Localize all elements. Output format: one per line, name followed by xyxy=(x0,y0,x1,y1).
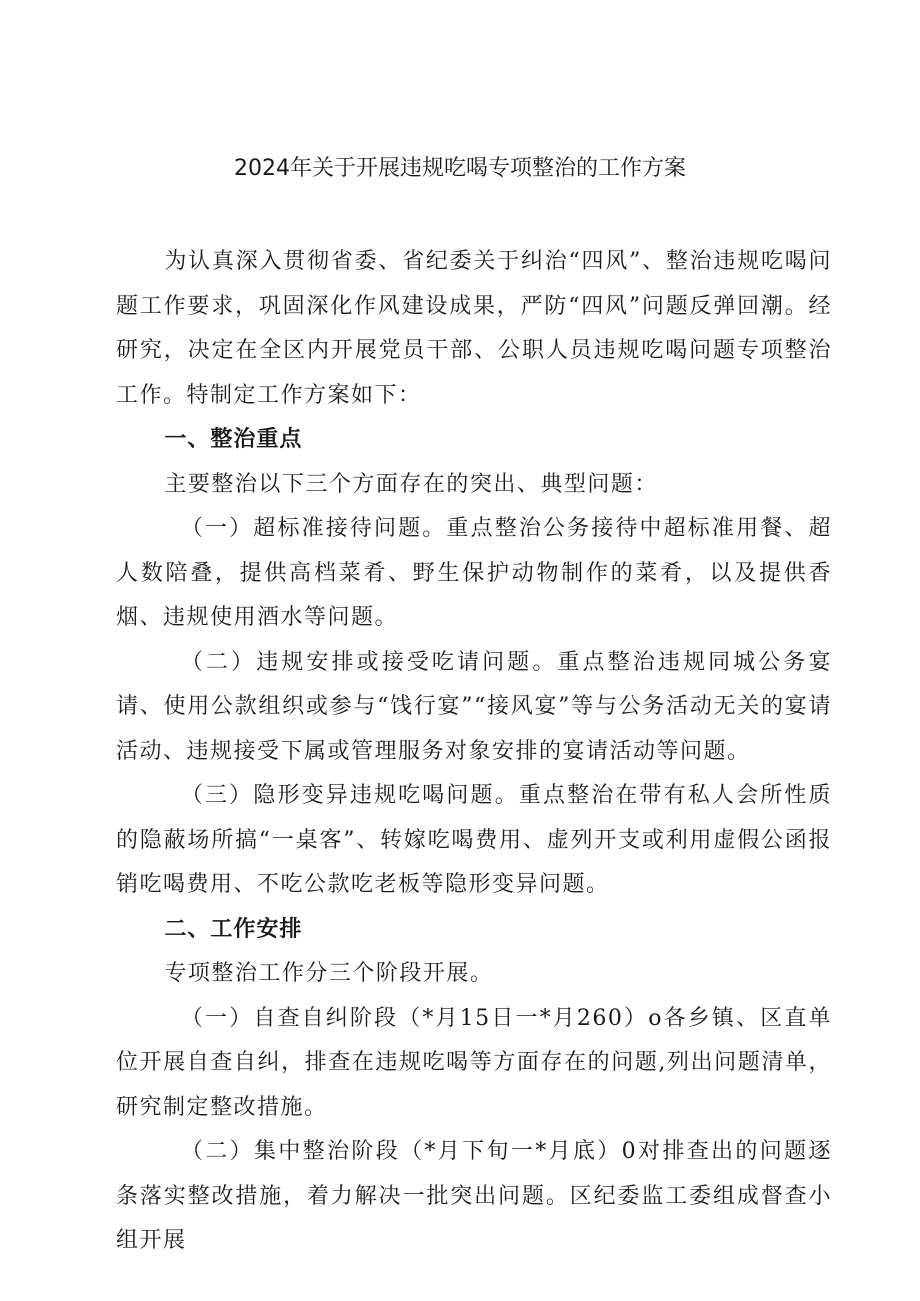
section-lead-paragraph: 专项整治工作分三个阶段开展。 xyxy=(164,961,494,986)
section-lead-paragraph: 主要整治以下三个方面存在的突出、典型问题： xyxy=(164,471,658,497)
intro-paragraph: 为认真深入贯彻省委、省纪委关于纠治“四风”、整治违规吃喝问题工作要求，巩固深化作风建设成果，严防“四风”问题反弹回潮。经研究，决定在全区内开展党员干部、公职人员违规吃喝问题专项整治工作。特制定工作方案如下： xyxy=(116,249,832,408)
document-body xyxy=(116,240,832,1264)
focus-item-paragraph: （一）超标准接待问题。重点整治公务接待中超标准用餐、超人数陪叠，提供高档菜肴、野生保护动物制作的菜肴，以及提供香烟、违规使用酒水等问题。 xyxy=(116,516,832,630)
stage-item-paragraph: （一）自查自纠阶段（*月15日一*月260）o各乡镇、区直单位开展自查自纠，排查在违规吃喝等方面存在的问题,列出问题清单，研究制定整改措施。 xyxy=(116,1005,832,1120)
document-title: 2024年关于开展违规吃喝专项整治的工作方案 xyxy=(234,156,686,181)
stage-item-paragraph: （二）集中整治阶段（*月下旬一*月底）0对排查出的问题逐条落实整改措施，着力解决一批突出问题。区纪委监工委组成督查小组开展 xyxy=(116,1139,832,1253)
section-heading-arrangement: 二、工作安排 xyxy=(164,916,303,942)
section-heading-focus: 一、整治重点 xyxy=(164,427,303,452)
focus-item-paragraph: （三）隐形变异违规吃喝问题。重点整治在带有私人会所性质的隐蔽场所搞“一桌客”、转嫁吃喝费用、虚列开支或利用虚假公函报销吃喝费用、不吃公款吃老板等隐形变异问题。 xyxy=(116,783,832,897)
focus-item-paragraph: （二）违规安排或接受吃请问题。重点整治违规同城公务宴请、使用公款组织或参与“饯行宴”“接风宴”等与公务活动无关的宴请活动、违规接受下属或管理服务对象安排的宴请活动等问题。 xyxy=(116,649,832,764)
